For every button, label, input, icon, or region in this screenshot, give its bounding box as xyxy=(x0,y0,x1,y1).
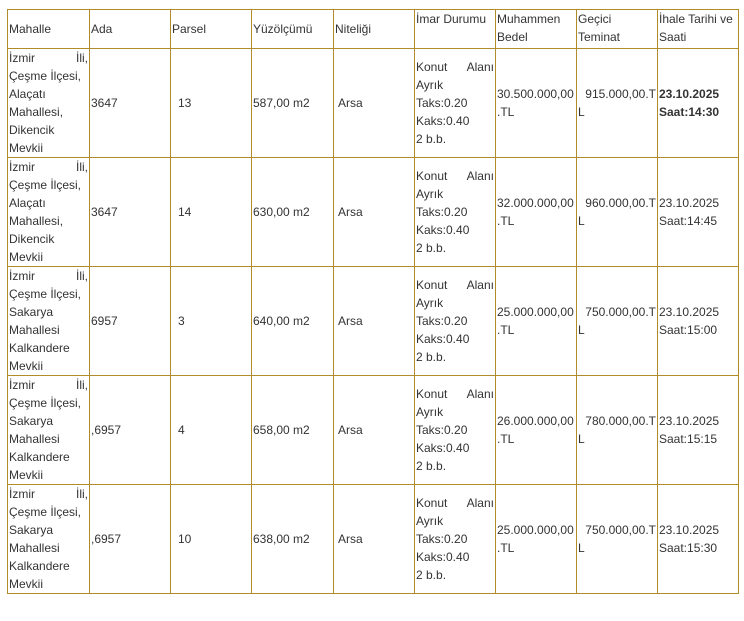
ihale-time: Saat:15:00 xyxy=(659,323,718,337)
parsel-value: 10 xyxy=(178,532,192,546)
mahalle-line: Sakarya xyxy=(9,305,54,319)
imar-line: 2 b.b. xyxy=(416,568,447,582)
mahalle-line: Dikencik xyxy=(9,232,55,246)
cell-parsel xyxy=(171,485,252,594)
mahalle-line: Alaçatı xyxy=(9,196,46,210)
bedel-line: 30.500.000,00 xyxy=(497,87,574,101)
cell-gecici-teminat xyxy=(577,267,658,376)
cell-gecici-teminat xyxy=(577,485,658,594)
parsel-value: 3 xyxy=(178,314,185,328)
mahalle-line: Kalkandere xyxy=(9,559,70,573)
niteligi-value: Arsa xyxy=(338,314,363,328)
table-row xyxy=(8,376,739,485)
cell-imar-durumu xyxy=(415,158,496,267)
cell-ihale-tarihi xyxy=(658,49,739,158)
teminat-line: 960.000,00.T xyxy=(585,196,656,210)
imar-line: 2 b.b. xyxy=(416,459,447,473)
ihale-date: 23.10.2025 xyxy=(659,196,720,210)
cell-ihale-tarihi xyxy=(658,376,739,485)
imar-line: Kaks:0.40 xyxy=(416,441,470,455)
cell-parsel xyxy=(171,376,252,485)
ihale-date: 23.10.2025 xyxy=(659,305,720,319)
cell-imar-durumu xyxy=(415,485,496,594)
mahalle-line: İli, xyxy=(76,269,88,283)
imar-line: Konut xyxy=(416,387,448,401)
imar-line: Alanı xyxy=(466,278,494,292)
mahalle-line: İli, xyxy=(76,160,88,174)
mahalle-line: Mahallesi, xyxy=(9,105,64,119)
cell-yuzolcumu: 640,00 m2 xyxy=(252,267,334,376)
header-ihale-tarihi: İhale Tarihi ve Saati xyxy=(658,10,739,49)
mahalle-line: Çeşme İlçesi, xyxy=(9,505,82,519)
imar-line: Ayrık xyxy=(416,296,444,310)
imar-line: Taks:0.20 xyxy=(416,423,468,437)
cell-parsel xyxy=(171,49,252,158)
header-muhammen-bedel: Muhammen Bedel xyxy=(496,10,577,49)
imar-line: Ayrık xyxy=(416,187,444,201)
cell-imar-durumu xyxy=(415,267,496,376)
mahalle-line: Mevkii xyxy=(9,468,44,482)
parsel-value: 13 xyxy=(178,96,192,110)
cell-muhammen-bedel xyxy=(496,376,577,485)
mahalle-line: Mahallesi xyxy=(9,432,60,446)
mahalle-line: Kalkandere xyxy=(9,450,70,464)
cell-ihale-tarihi xyxy=(658,158,739,267)
teminat-line: 750.000,00.T xyxy=(585,523,656,537)
cell-muhammen-bedel xyxy=(496,267,577,376)
cell-parsel xyxy=(171,267,252,376)
header-gecici-teminat: Geçici Teminat xyxy=(577,10,658,49)
mahalle-line: Mahallesi xyxy=(9,541,60,555)
mahalle-line: Çeşme İlçesi, xyxy=(9,69,82,83)
imar-line: Alanı xyxy=(466,169,494,183)
header-yuzolcumu: Yüzölçümü xyxy=(252,10,334,49)
table-row xyxy=(8,49,739,158)
cell-yuzolcumu: 630,00 m2 xyxy=(252,158,334,267)
header-mahalle: Mahalle xyxy=(8,10,90,49)
teminat-line: 750.000,00.T xyxy=(585,305,656,319)
cell-ada: 3647 xyxy=(90,49,171,158)
mahalle-line: Mahallesi xyxy=(9,323,60,337)
cell-muhammen-bedel xyxy=(496,485,577,594)
bedel-line: 26.000.000,00 xyxy=(497,414,574,428)
cell-imar-durumu xyxy=(415,376,496,485)
ihale-time: Saat:14:30 xyxy=(659,105,720,119)
cell-ada: 3647 xyxy=(90,158,171,267)
cell-mahalle xyxy=(8,49,90,158)
cell-gecici-teminat xyxy=(577,49,658,158)
niteligi-value: Arsa xyxy=(338,532,363,546)
imar-line: 2 b.b. xyxy=(416,132,447,146)
mahalle-line: İzmir xyxy=(9,160,35,174)
imar-line: Konut xyxy=(416,278,448,292)
cell-muhammen-bedel xyxy=(496,158,577,267)
mahalle-line: İzmir xyxy=(9,487,35,501)
imar-line: Ayrık xyxy=(416,514,444,528)
cell-gecici-teminat xyxy=(577,376,658,485)
imar-line: Alanı xyxy=(466,387,494,401)
niteligi-value: Arsa xyxy=(338,423,363,437)
imar-line: 2 b.b. xyxy=(416,241,447,255)
cell-muhammen-bedel xyxy=(496,49,577,158)
table-row xyxy=(8,485,739,594)
ihale-date: 23.10.2025 xyxy=(659,523,720,537)
ihale-date: 23.10.2025 xyxy=(659,414,720,428)
cell-ada: 6957 xyxy=(90,267,171,376)
mahalle-line: Mevkii xyxy=(9,141,44,155)
cell-mahalle xyxy=(8,376,90,485)
teminat-line: 915.000,00.T xyxy=(585,87,656,101)
cell-mahalle xyxy=(8,267,90,376)
mahalle-line: Mevkii xyxy=(9,250,44,264)
bedel-line: 25.000.000,00 xyxy=(497,523,574,537)
imar-line: Kaks:0.40 xyxy=(416,550,470,564)
cell-parsel xyxy=(171,158,252,267)
cell-niteligi xyxy=(334,376,415,485)
cell-yuzolcumu: 658,00 m2 xyxy=(252,376,334,485)
bedel-line: 32.000.000,00 xyxy=(497,196,574,210)
cell-ihale-tarihi xyxy=(658,485,739,594)
imar-line: Ayrık xyxy=(416,78,444,92)
imar-line: Konut xyxy=(416,169,448,183)
ihale-time: Saat:15:15 xyxy=(659,432,718,446)
ihale-date: 23.10.2025 xyxy=(659,87,720,101)
mahalle-line: Mevkii xyxy=(9,577,44,591)
teminat-line: L xyxy=(578,214,585,228)
teminat-line: 780.000,00.T xyxy=(585,414,656,428)
cell-mahalle xyxy=(8,485,90,594)
cell-ihale-tarihi xyxy=(658,267,739,376)
mahalle-line: Mahallesi, xyxy=(9,214,64,228)
cell-niteligi xyxy=(334,49,415,158)
mahalle-line: Kalkandere xyxy=(9,341,70,355)
bedel-line: 25.000.000,00 xyxy=(497,305,574,319)
imar-line: Taks:0.20 xyxy=(416,96,468,110)
header-ada: Ada xyxy=(90,10,171,49)
imar-line: Taks:0.20 xyxy=(416,314,468,328)
imar-line: Konut xyxy=(416,496,448,510)
imar-line: Alanı xyxy=(466,496,494,510)
imar-line: Ayrık xyxy=(416,405,444,419)
cell-ada: ,6957 xyxy=(90,485,171,594)
imar-line: Kaks:0.40 xyxy=(416,114,470,128)
cell-niteligi xyxy=(334,485,415,594)
cell-yuzolcumu: 638,00 m2 xyxy=(252,485,334,594)
bedel-line: .TL xyxy=(497,432,515,446)
header-imar-durumu: İmar Durumu xyxy=(415,10,496,49)
teminat-line: L xyxy=(578,432,585,446)
mahalle-line: İzmir xyxy=(9,51,35,65)
header-row xyxy=(8,10,739,49)
header-parsel: Parsel xyxy=(171,10,252,49)
cell-gecici-teminat xyxy=(577,158,658,267)
imar-line: Taks:0.20 xyxy=(416,532,468,546)
niteligi-value: Arsa xyxy=(338,205,363,219)
cell-imar-durumu xyxy=(415,49,496,158)
niteligi-value: Arsa xyxy=(338,96,363,110)
mahalle-line: Sakarya xyxy=(9,523,54,537)
imar-line: Kaks:0.40 xyxy=(416,332,470,346)
mahalle-line: Çeşme İlçesi, xyxy=(9,178,82,192)
mahalle-line: İli, xyxy=(76,487,88,501)
mahalle-line: Alaçatı xyxy=(9,87,46,101)
teminat-line: L xyxy=(578,323,585,337)
cell-ada: ,6957 xyxy=(90,376,171,485)
imar-line: Taks:0.20 xyxy=(416,205,468,219)
mahalle-line: İli, xyxy=(76,378,88,392)
teminat-line: L xyxy=(578,105,585,119)
imar-line: Kaks:0.40 xyxy=(416,223,470,237)
cell-niteligi xyxy=(334,158,415,267)
bedel-line: .TL xyxy=(497,214,515,228)
teminat-line: L xyxy=(578,541,585,555)
mahalle-line: Çeşme İlçesi, xyxy=(9,287,82,301)
ihale-time: Saat:15:30 xyxy=(659,541,718,555)
table-row xyxy=(8,158,739,267)
imar-line: Konut xyxy=(416,60,448,74)
imar-line: 2 b.b. xyxy=(416,350,447,364)
cell-niteligi xyxy=(334,267,415,376)
mahalle-line: İli, xyxy=(76,51,88,65)
mahalle-line: Dikencik xyxy=(9,123,55,137)
mahalle-line: İzmir xyxy=(9,378,35,392)
mahalle-line: Mevkii xyxy=(9,359,44,373)
parsel-value: 14 xyxy=(178,205,192,219)
ihale-time: Saat:14:45 xyxy=(659,214,718,228)
bedel-line: .TL xyxy=(497,323,515,337)
imar-line: Alanı xyxy=(466,60,494,74)
mahalle-line: Çeşme İlçesi, xyxy=(9,396,82,410)
mahalle-line: Sakarya xyxy=(9,414,54,428)
auction-table xyxy=(7,9,739,594)
table-row xyxy=(8,267,739,376)
cell-mahalle xyxy=(8,158,90,267)
mahalle-line: İzmir xyxy=(9,269,35,283)
bedel-line: .TL xyxy=(497,105,515,119)
bedel-line: .TL xyxy=(497,541,515,555)
header-niteligi: Niteliği xyxy=(334,10,415,49)
cell-yuzolcumu: 587,00 m2 xyxy=(252,49,334,158)
parsel-value: 4 xyxy=(178,423,185,437)
